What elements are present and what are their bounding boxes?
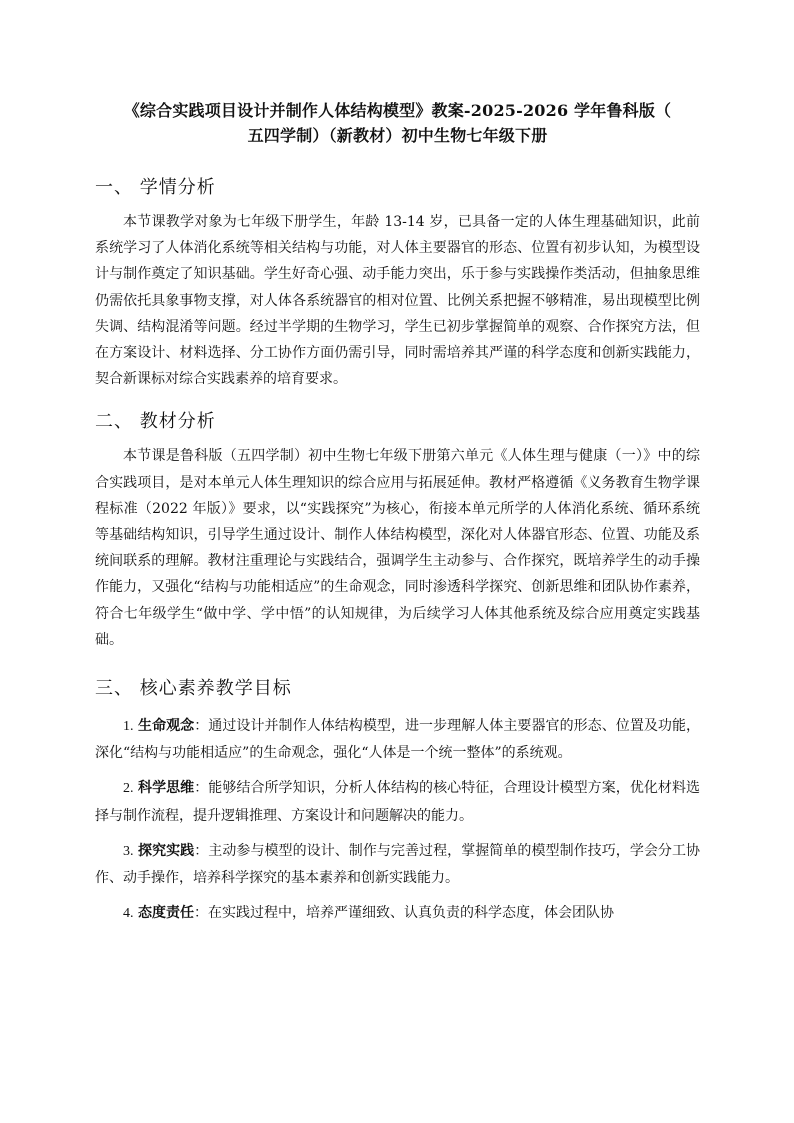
document-page [95, 98, 700, 927]
document-title [95, 98, 700, 148]
document-title-line-1: 《综合实践项目设计并制作人体结构模型》教案-2025-2026 学年鲁科版（ [123, 101, 672, 120]
goal-number: 2. [123, 781, 134, 797]
section-heading-textbook-analysis: 二、 教材分析 [95, 411, 216, 433]
goal-label: 探究实践 [138, 842, 195, 859]
goal-text: ：主动参与模型的设计、制作与完善过程，掌握简单的模型制作技巧，学会分工协作、动手操作，培养科学探究的基本素养和创新实践能力。 [95, 842, 701, 887]
goal-item-inquiry-practice [95, 838, 700, 891]
goal-text: ：能够结合所学知识，分析人体结构的核心特征，合理设计模型方案，优化材料选择与制作流程，提升逻辑推理、方案设计和问题解决的能力。 [95, 780, 701, 824]
goal-item-life-concept [95, 713, 700, 766]
learner-analysis-paragraph: 本节课教学对象为七年级下册学生，年龄 13-14 岁，已具备一定的人体生理基础知识，此前系统学习了人体消化系统等相关结构与功能，对人体主要器官的形态、位置有初步认知，为模型设计与制作奠定了知识基础。学生好奇心强、动手能力突出，乐于参与实践操作类活动，但抽象思维仍需依托具象事物支撑，对人体各系统器官的相对位置、比例关系把握不够精准，易出现模型比例失调、结构混淆等问题。经过半学期的生物学习，学生已初步掌握简单的观察、合作探究方法，但在方案设计、材料选择、分工协作方面仍需引导，同时需培养其严谨的科学态度和创新实践能力，契合新课标对综合实践素养的培育要求。 [95, 214, 700, 388]
goal-item-attitude-responsibility [95, 900, 700, 927]
goal-label: 生命观念 [138, 718, 195, 735]
section-heading-learner-analysis: 一、 学情分析 [95, 177, 216, 198]
goal-text: ：在实践过程中，培养严谨细致、认真负责的科学态度，体会团队协 [193, 905, 614, 922]
goal-number: 4. [123, 906, 134, 922]
goal-text: ：通过设计并制作人体结构模型，进一步理解人体主要器官的形态、位置及功能，深化“结构与功能相适应”的生命观念，强化“人体是一个统一整体”的系统观。 [95, 718, 701, 762]
goal-item-scientific-thinking [95, 775, 700, 828]
goal-label: 科学思维 [138, 780, 195, 797]
goal-number: 3. [123, 843, 134, 859]
textbook-analysis-paragraph: 本节课是鲁科版（五四学制）初中生物七年级下册第六单元《人体生理与健康（一）》中的综合实践项目，是对本单元人体生理知识的综合应用与拓展延伸。教材严格遵循《义务教育生物学课程标准（2022 年版）》要求，以“实践探究”为核心，衔接本单元所学的人体消化系统、循环系统等基础结构知识，引导学生通过设计、制作人体结构模型，深化对人体器官形态、位置、功能及系统间联系的理解。教材注重理论与实践结合，强调学生主动参与、合作探究，既培养学生的动手操作能力，又强化“结构与功能相适应”的生命观念，同时渗透科学探究、创新思维和团队协作素养，符合七年级学生“做中学、学中悟”的认知规律，为后续学习人体其他系统及综合应用奠定实践基础。 [95, 448, 700, 648]
goal-label: 态度责任 [137, 905, 194, 922]
document-title-line-2: 五四学制）（新教材）初中生物七年级下册 [247, 126, 548, 145]
section-heading-core-literacy-goals: 三、 核心素养教学目标 [95, 678, 292, 700]
goal-number: 1. [123, 719, 134, 735]
